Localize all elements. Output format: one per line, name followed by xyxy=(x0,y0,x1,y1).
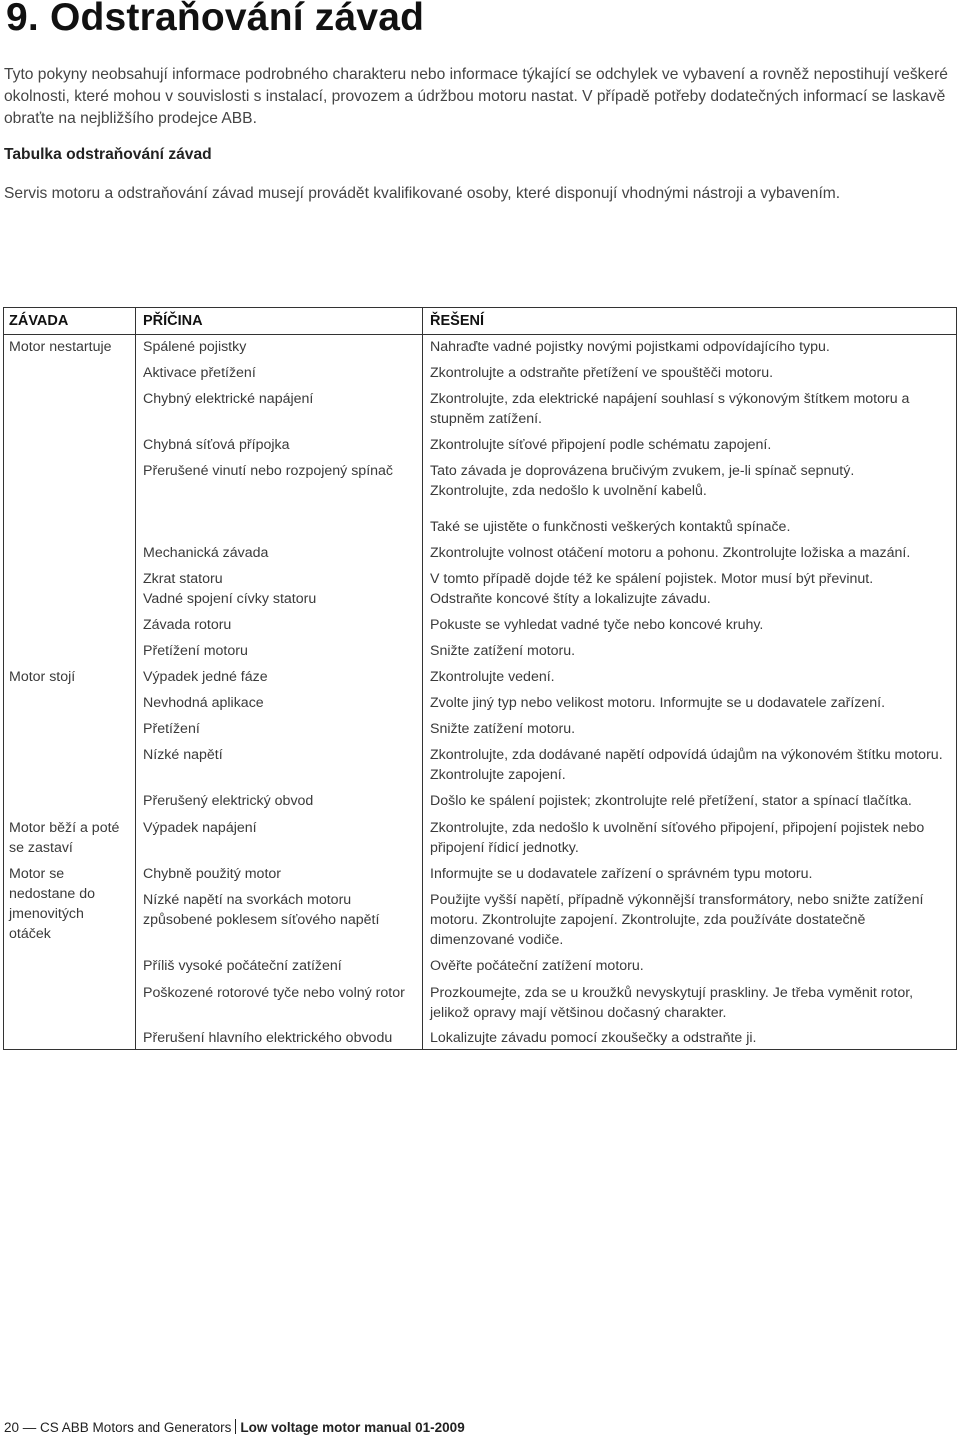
solution-check-connections: Zkontrolujte síťové připojení podle schématu zapojení. xyxy=(430,437,772,453)
cause-power-failure: Výpadek napájení xyxy=(143,820,257,836)
solution-check-starting-load: Ověřte počáteční zatížení motoru. xyxy=(430,958,644,974)
cause-motor-overloaded: Přetížení motoru xyxy=(143,643,248,659)
cause-open-circuit: Přerušený elektrický obvod xyxy=(143,793,314,809)
cause-wrong-application: Nevhodná aplikace xyxy=(143,695,264,711)
footer-publisher: ABB Motors and Generators xyxy=(61,1420,232,1435)
solution-check-lines: Zkontrolujte vedení. xyxy=(430,669,555,685)
footer-manual-title: Low voltage motor manual 01-2009 xyxy=(240,1420,465,1435)
solution-reduce-load: Snižte zatížení motoru. xyxy=(430,643,576,659)
solution-ask-supplier: Informujte se u dodavatele zařízení o správném typu motoru. xyxy=(430,866,813,882)
solution-check-rings: Prozkoumejte, zda se u kroužků nevyskytují praskliny. Je třeba vyměnit rotor, jelikož opravy mají většinou dočasný charakter. xyxy=(430,985,914,1021)
solution-reset-overload: Zkontrolujte a odstraňte přetížení ve spouštěči motoru. xyxy=(430,365,774,381)
cause-low-terminal-voltage: Nízké napětí na svorkách motoru způsobené poklesem síťového napětí xyxy=(143,892,380,928)
cause-short-circuited-stator: Zkrat statoru Vadné spojení cívky statoru xyxy=(143,571,317,607)
solution-locate-fault: Lokalizujte závadu pomocí zkoušečky a odstraňte ji. xyxy=(430,1030,757,1046)
solution-change-motor-type: Zvolte jiný typ nebo velikost motoru. Informujte se u dodavatele zařízení. xyxy=(430,695,886,711)
cause-open-primary-circuit: Přerušení hlavního elektrického obvodu xyxy=(143,1030,393,1046)
solution-replace-fuses: Nahraďte vadné pojistky novými pojistkami odpovídajícího typu. xyxy=(430,339,830,355)
solution-check-power-supply: Zkontrolujte, zda elektrické napájení souhlasí s výkonovým štítkem motoru a stupněm zatížení. xyxy=(430,391,910,427)
cause-wrong-motor: Chybně použitý motor xyxy=(143,866,282,882)
table-subheading: Tabulka odstraňování závad xyxy=(4,146,212,163)
cause-high-starting-load: Příliš vysoké počáteční zatížení xyxy=(143,958,342,974)
cause-mechanical-failure: Mechanická závada xyxy=(143,545,269,561)
solution-fuses-blown: Došlo ke spálení pojistek; zkontrolujte relé přetížení, stator a spínací tlačítka. xyxy=(430,793,912,809)
cause-one-phase-open: Výpadek jedné fáze xyxy=(143,669,268,685)
cause-wrong-power-supply: Chybný elektrické napájení xyxy=(143,391,314,407)
header-cause: PŘÍČINA xyxy=(143,313,203,329)
fault-motor-stalls: Motor stojí xyxy=(9,669,76,685)
cause-broken-rotor-bars: Poškozené rotorové tyče nebo volný rotor xyxy=(143,985,405,1001)
solution-check-rotor-bars: Pokuste se vyhledat vadné tyče nebo koncové kruhy. xyxy=(430,617,764,633)
footer-page-number: 20 — CS xyxy=(4,1420,59,1435)
solution-rewind-motor: V tomto případě dojde též ke spálení pojistek. Motor musí být převinut. Odstraňte koncové štíty a lokalizujte závadu. xyxy=(430,571,874,607)
solution-check-rotation: Zkontrolujte volnost otáčení motoru a pohonu. Zkontrolujte ložiska a mazání. xyxy=(430,545,911,561)
solution-higher-voltage: Použijte vyšší napětí, případně výkonnější transformátory, nebo snižte zatížení motoru. Zkontrolujte zapojení. Zkontrolujte, zda používáte dostatečně dimenzované vodiče. xyxy=(430,892,924,948)
solution-reduce-load-2: Snižte zatížení motoru. xyxy=(430,721,576,737)
header-divider xyxy=(4,334,956,335)
solution-check-loose-connections: Zkontrolujte, zda nedošlo k uvolnění síťového připojení, připojení pojistek nebo připojení řídicí jednotky. xyxy=(430,820,925,856)
cause-overload-trip: Aktivace přetížení xyxy=(143,365,256,381)
solution-check-voltage: Zkontrolujte, zda dodávané napětí odpovídá údajům na výkonovém štítku motoru. Zkontrolujte zapojení. xyxy=(430,747,943,783)
fault-motor-runs-then-stops: Motor běží a poté se zastaví xyxy=(9,820,120,856)
fault-motor-does-not-reach-speed: Motor se nedostane do jmenovitých otáček xyxy=(9,866,95,942)
cause-open-winding: Přerušené vinutí nebo rozpojený spínač xyxy=(143,463,394,479)
cause-wrong-line-connection: Chybná síťová přípojka xyxy=(143,437,290,453)
cause-overload: Přetížení xyxy=(143,721,200,737)
cause-low-voltage: Nízké napětí xyxy=(143,747,223,763)
solution-check-loose-wires: Tato závada je doprovázena bručivým zvukem, je-li spínač sepnutý. Zkontrolujte, zda nedošlo k uvolnění kabelů. xyxy=(430,463,855,499)
footer-separator xyxy=(235,1419,236,1434)
column-divider xyxy=(422,308,423,1049)
header-solution: ŘEŠENÍ xyxy=(430,313,484,329)
solution-check-contacts: Také se ujistěte o funkčnosti veškerých kontaktů spínače. xyxy=(430,519,791,535)
page-footer xyxy=(4,1419,465,1435)
cause-faulty-rotor: Závada rotoru xyxy=(143,617,232,633)
service-note: Servis motoru a odstraňování závad musejí provádět kvalifikované osoby, které disponují vhodnými nástroji a vybavením. xyxy=(4,185,841,202)
fault-motor-does-not-start: Motor nestartuje xyxy=(9,339,112,355)
troubleshooting-table xyxy=(3,307,957,1050)
cause-blown-fuses: Spálené pojistky xyxy=(143,339,247,355)
column-divider xyxy=(135,308,136,1049)
page-heading: 9. Odstraňování závad xyxy=(6,0,425,39)
header-fault: ZÁVADA xyxy=(9,313,69,329)
intro-paragraph: Tyto pokyny neobsahují informace podrobného charakteru nebo informace týkající se odchylek ve vybavení a rovněž nepostihují veškeré okolnosti, které mohou v souvislosti s instalací, provozem a údržbou motoru nastat. V případě potřeby dodatečných informací se laskavě obraťte na nejbližšího prodejce ABB. xyxy=(4,66,948,127)
